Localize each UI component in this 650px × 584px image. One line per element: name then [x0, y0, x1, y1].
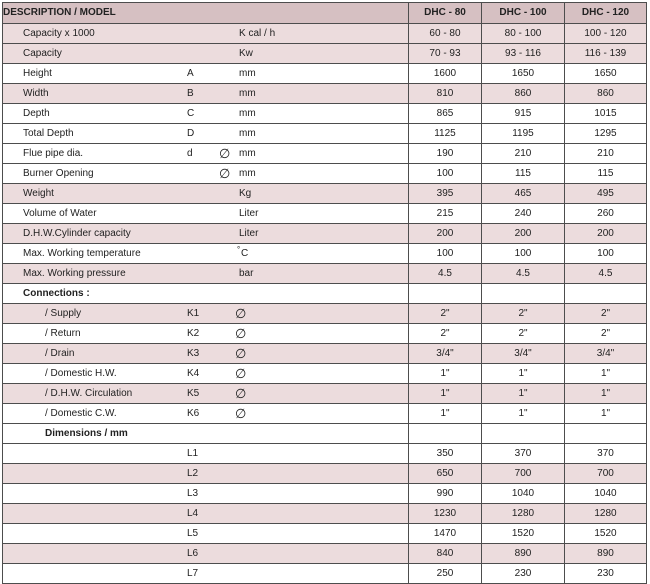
row-label: Width [23, 88, 49, 99]
row-label: / Drain [45, 348, 75, 359]
value-cell: 1520 [482, 524, 565, 544]
value-cell: 3/4" [565, 344, 647, 364]
table-row [3, 104, 647, 124]
value-cell: 60 - 80 [409, 24, 482, 44]
row-unit: Kw [239, 48, 253, 59]
value-cell: 1650 [482, 64, 565, 84]
value-cell: 1" [409, 384, 482, 404]
row-symbol: L7 [187, 568, 199, 579]
diameter-icon: ∅ [235, 326, 247, 341]
table-row [3, 564, 647, 584]
value-cell: 1" [482, 384, 565, 404]
value-cell: 890 [482, 544, 565, 564]
section-row-connections [3, 284, 647, 304]
section-cell [3, 284, 409, 304]
row-label: Capacity [23, 48, 62, 59]
value-cell: 890 [565, 544, 647, 564]
value-cell: 240 [482, 204, 565, 224]
table-row [3, 244, 647, 264]
table-row [3, 504, 647, 524]
row-unit: C [241, 248, 249, 259]
row-unit: Kg [239, 188, 252, 199]
table-row [3, 184, 647, 204]
row-label: Volume of Water [23, 208, 97, 219]
row-symbol: L2 [187, 468, 199, 479]
description-cell [3, 304, 409, 324]
table-row [3, 484, 647, 504]
row-symbol: C [187, 108, 195, 119]
value-cell: 80 - 100 [482, 24, 565, 44]
header-model-3: DHC - 120 [565, 3, 647, 24]
value-cell: 860 [482, 84, 565, 104]
value-cell: 200 [482, 224, 565, 244]
row-unit: mm [239, 68, 256, 79]
value-cell: 1" [409, 404, 482, 424]
table-row [3, 444, 647, 464]
value-cell: 1040 [482, 484, 565, 504]
row-label: / Domestic H.W. [45, 368, 117, 379]
empty-cell [482, 284, 565, 304]
value-cell: 1600 [409, 64, 482, 84]
value-cell: 2" [409, 324, 482, 344]
value-cell: 100 [565, 244, 647, 264]
row-label: Capacity x 1000 [23, 28, 95, 39]
value-cell: 1520 [565, 524, 647, 544]
value-cell: 100 - 120 [565, 24, 647, 44]
description-cell [3, 64, 409, 84]
row-symbol: B [187, 88, 194, 99]
row-symbol: L5 [187, 528, 199, 539]
degree-icon: ° [237, 245, 241, 254]
table-row [3, 304, 647, 324]
value-cell: 865 [409, 104, 482, 124]
row-label: Weight [23, 188, 54, 199]
value-cell: 465 [482, 184, 565, 204]
row-symbol: K4 [187, 368, 200, 379]
table-row [3, 204, 647, 224]
table-row [3, 44, 647, 64]
row-symbol: K1 [187, 308, 200, 319]
value-cell: 860 [565, 84, 647, 104]
diameter-icon: ∅ [235, 406, 247, 421]
table-row [3, 164, 647, 184]
row-unit: mm [239, 148, 256, 159]
empty-cell [565, 424, 647, 444]
value-cell: 395 [409, 184, 482, 204]
table-row [3, 264, 647, 284]
value-cell: 990 [409, 484, 482, 504]
value-cell: 116 - 139 [565, 44, 647, 64]
row-label: / Domestic C.W. [45, 408, 117, 419]
value-cell: 100 [409, 244, 482, 264]
empty-cell [409, 284, 482, 304]
value-cell: 2" [409, 304, 482, 324]
row-unit: Liter [239, 228, 259, 239]
spec-table [2, 2, 647, 584]
row-symbol: d [187, 148, 193, 159]
diameter-icon: ∅ [235, 306, 247, 321]
row-unit: bar [239, 268, 254, 279]
row-unit: mm [239, 168, 256, 179]
spec-sheet [2, 2, 646, 579]
row-label: Burner Opening [23, 168, 94, 179]
value-cell: 370 [482, 444, 565, 464]
description-cell [3, 324, 409, 344]
row-unit: Liter [239, 208, 259, 219]
value-cell: 1" [565, 404, 647, 424]
row-symbol: K2 [187, 328, 200, 339]
description-cell [3, 444, 409, 464]
row-label: / Supply [45, 308, 82, 319]
value-cell: 3/4" [409, 344, 482, 364]
description-cell [3, 524, 409, 544]
row-label: D.H.W.Cylinder capacity [23, 228, 131, 239]
value-cell: 215 [409, 204, 482, 224]
value-cell: 495 [565, 184, 647, 204]
header-row [3, 3, 647, 24]
value-cell: 1" [565, 384, 647, 404]
table-row [3, 404, 647, 424]
spec-body [3, 24, 647, 584]
section-cell [3, 424, 409, 444]
value-cell: 210 [482, 144, 565, 164]
description-cell [3, 144, 409, 164]
value-cell: 1015 [565, 104, 647, 124]
value-cell: 1230 [409, 504, 482, 524]
description-cell [3, 364, 409, 384]
value-cell: 1650 [565, 64, 647, 84]
description-cell [3, 504, 409, 524]
value-cell: 1470 [409, 524, 482, 544]
empty-cell [482, 424, 565, 444]
row-label: Total Depth [23, 128, 74, 139]
description-cell [3, 564, 409, 584]
value-cell: 1" [482, 364, 565, 384]
value-cell: 650 [409, 464, 482, 484]
value-cell: 915 [482, 104, 565, 124]
row-symbol: K3 [187, 348, 200, 359]
section-row-dimensions [3, 424, 647, 444]
row-symbol: L3 [187, 488, 199, 499]
value-cell: 115 [565, 164, 647, 184]
section-title: Connections : [23, 288, 90, 299]
value-cell: 1125 [409, 124, 482, 144]
row-symbol: L6 [187, 548, 199, 559]
value-cell: 1295 [565, 124, 647, 144]
value-cell: 4.5 [482, 264, 565, 284]
row-symbol: K5 [187, 388, 200, 399]
value-cell: 1280 [482, 504, 565, 524]
table-row [3, 464, 647, 484]
row-unit: mm [239, 88, 256, 99]
description-cell [3, 184, 409, 204]
value-cell: 2" [565, 304, 647, 324]
value-cell: 115 [482, 164, 565, 184]
value-cell: 1040 [565, 484, 647, 504]
value-cell: 1280 [565, 504, 647, 524]
header-model-1: DHC - 80 [409, 3, 482, 24]
row-label: Height [23, 68, 52, 79]
value-cell: 100 [482, 244, 565, 264]
diameter-icon: ∅ [219, 166, 231, 181]
diameter-icon: ∅ [219, 146, 231, 161]
empty-cell [409, 424, 482, 444]
value-cell: 1" [409, 364, 482, 384]
value-cell: 70 - 93 [409, 44, 482, 64]
table-row [3, 324, 647, 344]
value-cell: 3/4" [482, 344, 565, 364]
diameter-icon: ∅ [235, 386, 247, 401]
table-row [3, 84, 647, 104]
table-row [3, 144, 647, 164]
value-cell: 2" [482, 324, 565, 344]
description-cell [3, 104, 409, 124]
header-description: DESCRIPTION / MODEL [3, 3, 409, 24]
description-cell [3, 224, 409, 244]
table-row [3, 364, 647, 384]
value-cell: 210 [565, 144, 647, 164]
value-cell: 810 [409, 84, 482, 104]
table-row [3, 24, 647, 44]
value-cell: 700 [482, 464, 565, 484]
value-cell: 93 - 116 [482, 44, 565, 64]
description-cell [3, 384, 409, 404]
description-cell [3, 124, 409, 144]
row-label: / D.H.W. Circulation [45, 388, 133, 399]
empty-cell [565, 284, 647, 304]
value-cell: 200 [565, 224, 647, 244]
table-row [3, 544, 647, 564]
value-cell: 700 [565, 464, 647, 484]
row-unit: K cal / h [239, 28, 276, 39]
row-label: Max. Working temperature [23, 248, 141, 259]
value-cell: 840 [409, 544, 482, 564]
row-symbol: K6 [187, 408, 200, 419]
row-unit: mm [239, 108, 256, 119]
value-cell: 2" [565, 324, 647, 344]
description-cell [3, 344, 409, 364]
description-cell [3, 484, 409, 504]
description-cell [3, 264, 409, 284]
description-cell [3, 464, 409, 484]
value-cell: 1195 [482, 124, 565, 144]
description-cell [3, 44, 409, 64]
row-label: Depth [23, 108, 50, 119]
row-symbol: D [187, 128, 195, 139]
row-symbol: L4 [187, 508, 199, 519]
table-row [3, 224, 647, 244]
value-cell: 4.5 [409, 264, 482, 284]
row-label: Flue pipe dia. [23, 148, 84, 159]
row-symbol: L1 [187, 448, 199, 459]
value-cell: 350 [409, 444, 482, 464]
value-cell: 2" [482, 304, 565, 324]
description-cell [3, 204, 409, 224]
description-cell [3, 84, 409, 104]
diameter-icon: ∅ [235, 346, 247, 361]
table-row [3, 64, 647, 84]
table-row [3, 344, 647, 364]
value-cell: 1" [565, 364, 647, 384]
value-cell: 1" [482, 404, 565, 424]
description-cell [3, 164, 409, 184]
table-row [3, 524, 647, 544]
value-cell: 250 [409, 564, 482, 584]
description-cell [3, 544, 409, 564]
row-label: Max. Working pressure [23, 268, 126, 279]
value-cell: 260 [565, 204, 647, 224]
description-cell [3, 404, 409, 424]
row-symbol: A [187, 68, 194, 79]
value-cell: 230 [482, 564, 565, 584]
table-row [3, 124, 647, 144]
section-title: Dimensions / mm [45, 428, 128, 439]
value-cell: 200 [409, 224, 482, 244]
value-cell: 190 [409, 144, 482, 164]
description-cell [3, 244, 409, 264]
header-model-2: DHC - 100 [482, 3, 565, 24]
row-label: / Return [45, 328, 81, 339]
row-unit: mm [239, 128, 256, 139]
diameter-icon: ∅ [235, 366, 247, 381]
value-cell: 100 [409, 164, 482, 184]
value-cell: 4.5 [565, 264, 647, 284]
value-cell: 370 [565, 444, 647, 464]
description-cell [3, 24, 409, 44]
table-row [3, 384, 647, 404]
value-cell: 230 [565, 564, 647, 584]
